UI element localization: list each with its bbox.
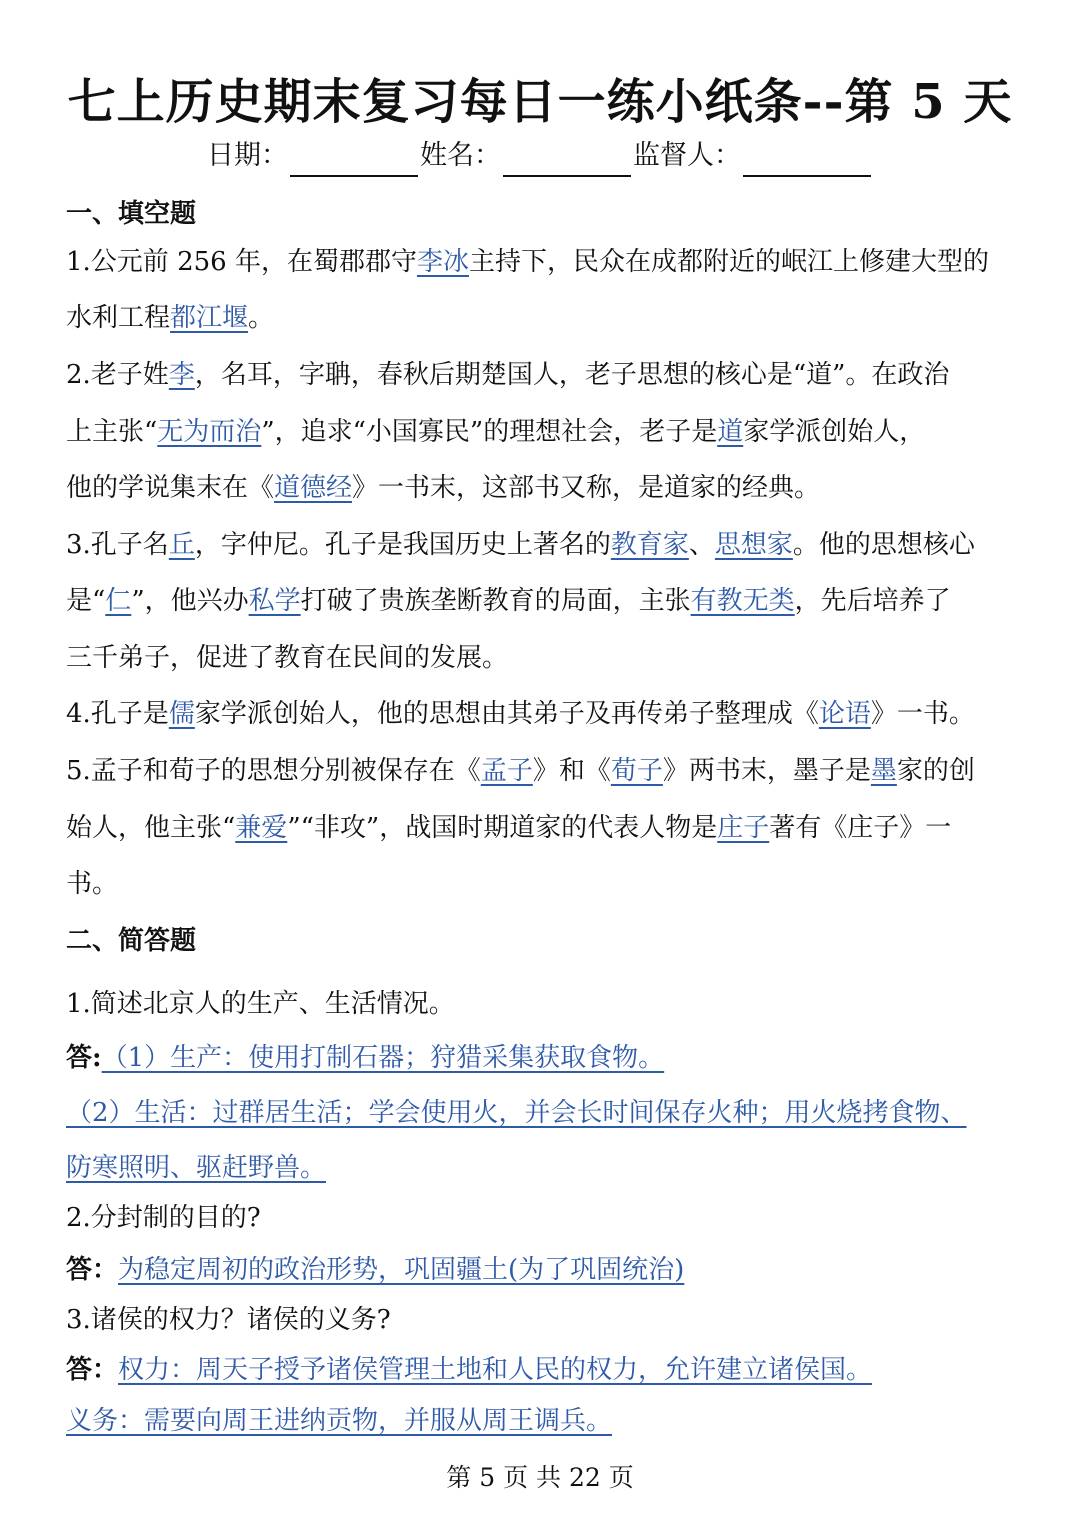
- sa-q1: 1.简述北京人的生产、生活情况。: [66, 989, 455, 1019]
- answer-text: （1）生产：使用打制石器；狩猎采集获取食物。: [101, 1043, 665, 1073]
- sa-q3: 3.诸侯的权力？诸侯的义务?: [66, 1305, 391, 1335]
- sa-a1-line1: [66, 1038, 1016, 1078]
- name-label: 姓名：: [420, 140, 501, 171]
- sa-a1-line2: （2）生活：过群居生活；学会使用火，并会长时间保存火种；用火烧拷食物、: [66, 1098, 967, 1128]
- q1-line1: 1.公元前 256 年，在蜀郡郡守李冰主持下，民众在成都附近的岷江上修建大型的: [66, 247, 989, 277]
- answer-blank: 儒: [168, 699, 195, 729]
- q5-line2: 始人，他主张“兼爱”“非攻”，战国时期道家的代表人物是庄子著有《庄子》一: [66, 813, 952, 843]
- q3-line1: 3.孔子名丘，字仲尼。孔子是我国历史上著名的教育家、思想家。他的思想核心: [66, 530, 975, 560]
- answer-text: 为稳定周初的政治形势，巩固疆土(为了巩固统治): [118, 1255, 685, 1285]
- q2-line3: 他的学说集末在《道德经》一书末，这部书又称，是道家的经典。: [66, 473, 821, 503]
- answer-blank: 都江堰: [170, 303, 249, 333]
- page-title: 七上历史期末复习每日一练小纸条--第 5 天: [67, 74, 1013, 130]
- answer-blank: 荀子: [610, 756, 663, 786]
- q2-line2: 上主张“无为而治”，追求“小国寡民”的理想社会，老子是道家学派创始人，: [66, 417, 926, 447]
- supervisor-blank[interactable]: [743, 145, 871, 177]
- answer-blank: 李: [168, 360, 195, 390]
- answer-text: 权力：周天子授予诸侯管理土地和人民的权力，允许建立诸侯国。: [118, 1355, 873, 1385]
- answer-blank: 道德经: [274, 473, 353, 503]
- answer-blank: 墨: [870, 756, 897, 786]
- q1-line2: 水利工程都江堰。: [66, 303, 275, 333]
- section-heading-fill-blank: 一、填空题: [66, 199, 197, 229]
- answer-blank: 思想家: [714, 530, 793, 560]
- answer-blank: 私学: [248, 586, 301, 616]
- q5-line3: 书。: [66, 869, 119, 899]
- q5-line1: 5.孟子和荀子的思想分别被保存在《孟子》和《荀子》两书末，墨子是墨家的创: [66, 756, 975, 786]
- answer-blank: 李冰: [416, 247, 469, 277]
- q2-line1: 2.老子姓李，名耳，字聃，春秋后期楚国人，老子思想的核心是“道”。在政治: [66, 360, 950, 390]
- answer-blank: 庄子: [717, 813, 770, 843]
- q3-line3: 三千弟子，促进了教育在民间的发展。: [66, 643, 509, 673]
- answer-blank: 论语: [818, 699, 871, 729]
- name-blank[interactable]: [503, 145, 631, 177]
- sa-a2: [66, 1250, 1016, 1290]
- answer-label: 答：: [66, 1255, 119, 1285]
- date-label: 日期：: [207, 140, 288, 171]
- sa-a1-line3: 防寒照明、驱赶野兽。: [66, 1153, 327, 1183]
- answer-label: 答：: [66, 1355, 119, 1385]
- answer-blank: 兼爱: [235, 813, 288, 843]
- answer-blank: 有教无类: [690, 586, 795, 616]
- answer-blank: 孟子: [480, 756, 533, 786]
- supervisor-label: 监督人：: [633, 140, 741, 171]
- answer-blank: 道: [717, 417, 744, 447]
- answer-blank: 仁: [105, 586, 132, 616]
- q4-line1: 4.孔子是儒家学派创始人，他的思想由其弟子及再传弟子整理成《论语》一书。: [66, 699, 975, 729]
- sa-q2: 2.分封制的目的?: [66, 1203, 261, 1233]
- answer-blank: 丘: [168, 530, 195, 560]
- answer-blank: 无为而治: [157, 417, 262, 447]
- answer-blank: 教育家: [610, 530, 689, 560]
- q3-line2: 是“仁”，他兴办私学打破了贵族垄断教育的局面，主张有教无类，先后培养了: [66, 586, 951, 616]
- section-heading-short-answer: 二、简答题: [66, 926, 197, 956]
- answer-label: 答:: [66, 1043, 102, 1073]
- date-blank[interactable]: [290, 145, 418, 177]
- sa-a3-line2: 义务：需要向周王进纳贡物，并服从周王调兵。: [66, 1406, 613, 1436]
- page-footer: 第 5 页 共 22 页: [446, 1463, 634, 1492]
- info-row: [0, 135, 1080, 177]
- sa-a3-line1: [66, 1350, 1016, 1390]
